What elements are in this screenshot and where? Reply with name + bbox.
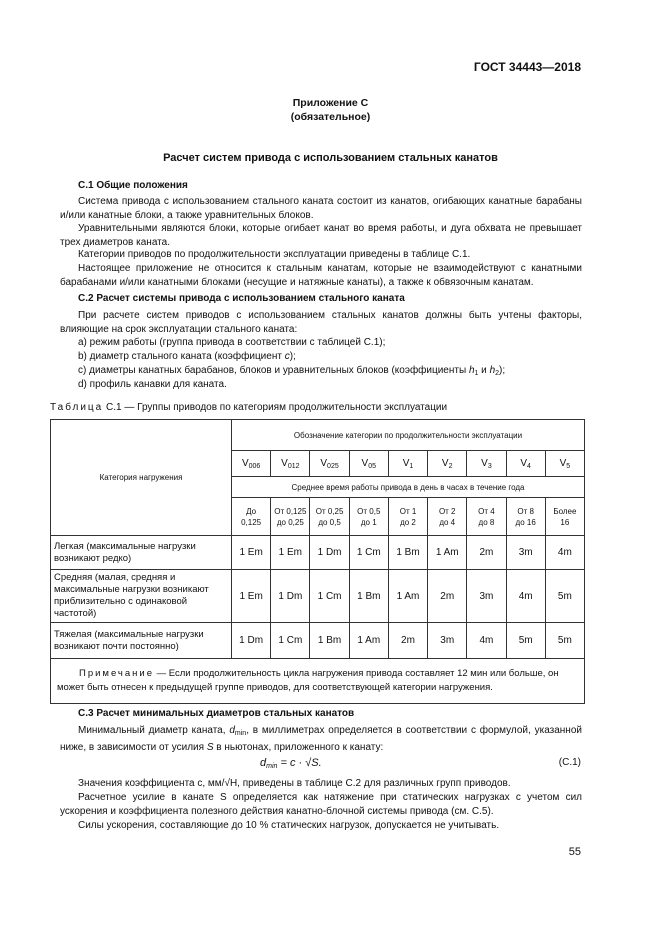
- category-cell: $V_3$: [467, 451, 506, 477]
- table-cell: 3m: [467, 570, 506, 623]
- table-cell: 1 Am: [388, 570, 427, 623]
- category-cell: $V_4$: [506, 451, 545, 477]
- row-label: Тяжелая (максимальные нагрузки возникают почти постоянно): [51, 623, 232, 659]
- hours-cell: От 4 до 8: [467, 498, 506, 536]
- average-time-header: Среднее время работы привода в день в часах в течение года: [232, 477, 585, 498]
- hours-cell: От 0,5 до 1: [349, 498, 388, 536]
- table-cell: 1 Em: [271, 536, 310, 570]
- paragraph: Уравнительными являются блоки, которые огибает канат во время работы, и дуга обхвата не превышает трех диаметров каната.: [60, 223, 582, 248]
- hours-cell: Более 16: [545, 498, 584, 536]
- category-cell: $V_{05}$: [349, 451, 388, 477]
- table-cell: 4m: [467, 623, 506, 659]
- table-row: [51, 536, 585, 570]
- paragraph: Значения коэффициента c, мм/√Н, приведены в таблице С.2 для различных групп приводов.: [78, 778, 511, 789]
- category-cell: $V_2$: [428, 451, 467, 477]
- table-cell: 4m: [545, 536, 584, 570]
- hours-cell: От 1 до 2: [388, 498, 427, 536]
- hours-cell: От 0,125 до 0,25: [271, 498, 310, 536]
- table-cell: 1 Cm: [271, 623, 310, 659]
- section-heading-c3: С.3 Расчет минимальных диаметров стальных канатов: [78, 708, 355, 719]
- table-cell: 2m: [388, 623, 427, 659]
- row-label: Средняя (малая, средняя и максимальные нагрузки возникают приблизительно с одинаковой частотой): [51, 570, 232, 623]
- category-cell: $V_5$: [545, 451, 584, 477]
- table-cell: 3m: [428, 623, 467, 659]
- table-cell: 1 Am: [428, 536, 467, 570]
- page-number: 55: [568, 846, 581, 858]
- formula-number: (С.1): [558, 757, 581, 768]
- table-cell: 1 Bm: [310, 623, 349, 659]
- table-cell: 5m: [545, 570, 584, 623]
- formula: $d_{min} = c \cdot √S$.: [260, 757, 322, 770]
- category-cell: $V_{012}$: [271, 451, 310, 477]
- paragraph: Расчетное усилие в канате S определяется как натяжение при статических нагрузках с учетом сил ускорения и коэффициента полезного действия канатно-блочной системы привода (см. С.5).: [60, 792, 582, 817]
- table-cell: 5m: [545, 623, 584, 659]
- paragraph: Категории приводов по продолжительности эксплуатации приведены в таблице С.1.: [78, 249, 471, 260]
- paragraph: Силы ускорения, составляющие до 10 % статических нагрузок, допускается не учитывать.: [78, 820, 500, 831]
- table-cell: 1 Dm: [310, 536, 349, 570]
- table-row: [51, 623, 585, 659]
- hours-cell: От 8 до 16: [506, 498, 545, 536]
- table-caption: Таблица С.1 — Группы приводов по категориям продолжительности эксплуатации: [50, 402, 448, 413]
- page-title: Расчет систем привода с использованием стальных канатов: [163, 152, 498, 164]
- table-cell: 1 Dm: [271, 570, 310, 623]
- table-cell: 1 Dm: [232, 623, 271, 659]
- category-cell: $V_{025}$: [310, 451, 349, 477]
- table-cell: 1 Em: [232, 570, 271, 623]
- section-heading-c1: С.1 Общие положения: [78, 180, 188, 191]
- document-code: ГОСТ 34443—2018: [473, 60, 581, 74]
- hours-cell: До 0,125: [232, 498, 271, 536]
- paragraph: Настоящее приложение не относится к стальным канатам, которые не взаимодействуют с канатными барабанами и/или канатными блоками (несущие и натяжные канаты), а также к обвязочным канатам.: [60, 263, 582, 288]
- row-label: Легкая (максимальные нагрузки возникают редко): [51, 536, 232, 570]
- list-item: c) диаметры канатных барабанов, блоков и уравнительных блоков (коэффициенты $h_1$ и $h_2$);: [78, 365, 506, 377]
- list-item: b) диаметр стального каната (коэффициент c);: [78, 351, 296, 362]
- table-note: Примечание — Если продолжительность цикла нагружения привода составляет 12 мин или больше, он может быть отнесен к предыдущей группе приводов, для соответствующей категории нагружения.: [51, 659, 585, 704]
- group-header: Обозначение категории по продолжительности эксплуатации: [232, 420, 585, 451]
- category-cell: $V_1$: [388, 451, 427, 477]
- appendix-status: (обязательное): [290, 111, 371, 123]
- table-cell: 1 Cm: [349, 536, 388, 570]
- table-cell: 1 Bm: [388, 536, 427, 570]
- hours-cell: От 0,25 до 0,5: [310, 498, 349, 536]
- category-cell: $V_{006}$: [232, 451, 271, 477]
- table-cell: 1 Am: [349, 623, 388, 659]
- drive-groups-table: [50, 419, 585, 704]
- appendix-label: Приложение С: [292, 97, 369, 109]
- column-header-load-category: Категория нагружения: [51, 420, 232, 536]
- table-cell: 1 Em: [232, 536, 271, 570]
- table-cell: 2m: [428, 570, 467, 623]
- table-cell: 3m: [506, 536, 545, 570]
- table-cell: 4m: [506, 570, 545, 623]
- list-item: a) режим работы (группа привода в соответствии с таблицей С.1);: [78, 337, 386, 348]
- paragraph: При расчете систем приводов с использованием стальных канатов должны быть учтены факторы, влияющие на срок эксплуатации стального каната:: [60, 310, 582, 335]
- section-heading-c2: С.2 Расчет системы привода с использованием стального каната: [78, 293, 405, 304]
- hours-cell: От 2 до 4: [428, 498, 467, 536]
- paragraph: Минимальный диаметр каната, $d_{min}$, в миллиметрах определяется в соответствии с формулой, указанной ниже, в зависимости от усилия S в ньютонах, приложенного к канату:: [60, 725, 582, 753]
- table-cell: 1 Bm: [349, 570, 388, 623]
- list-item: d) профиль канавки для каната.: [78, 379, 227, 390]
- table-cell: 1 Cm: [310, 570, 349, 623]
- table-cell: 2m: [467, 536, 506, 570]
- table-row: [51, 570, 585, 623]
- table-cell: 5m: [506, 623, 545, 659]
- paragraph: Система привода с использованием стального каната состоит из канатов, огибающих канатные барабаны и/или канатные блоки, а также уравнительных блоков.: [60, 196, 582, 221]
